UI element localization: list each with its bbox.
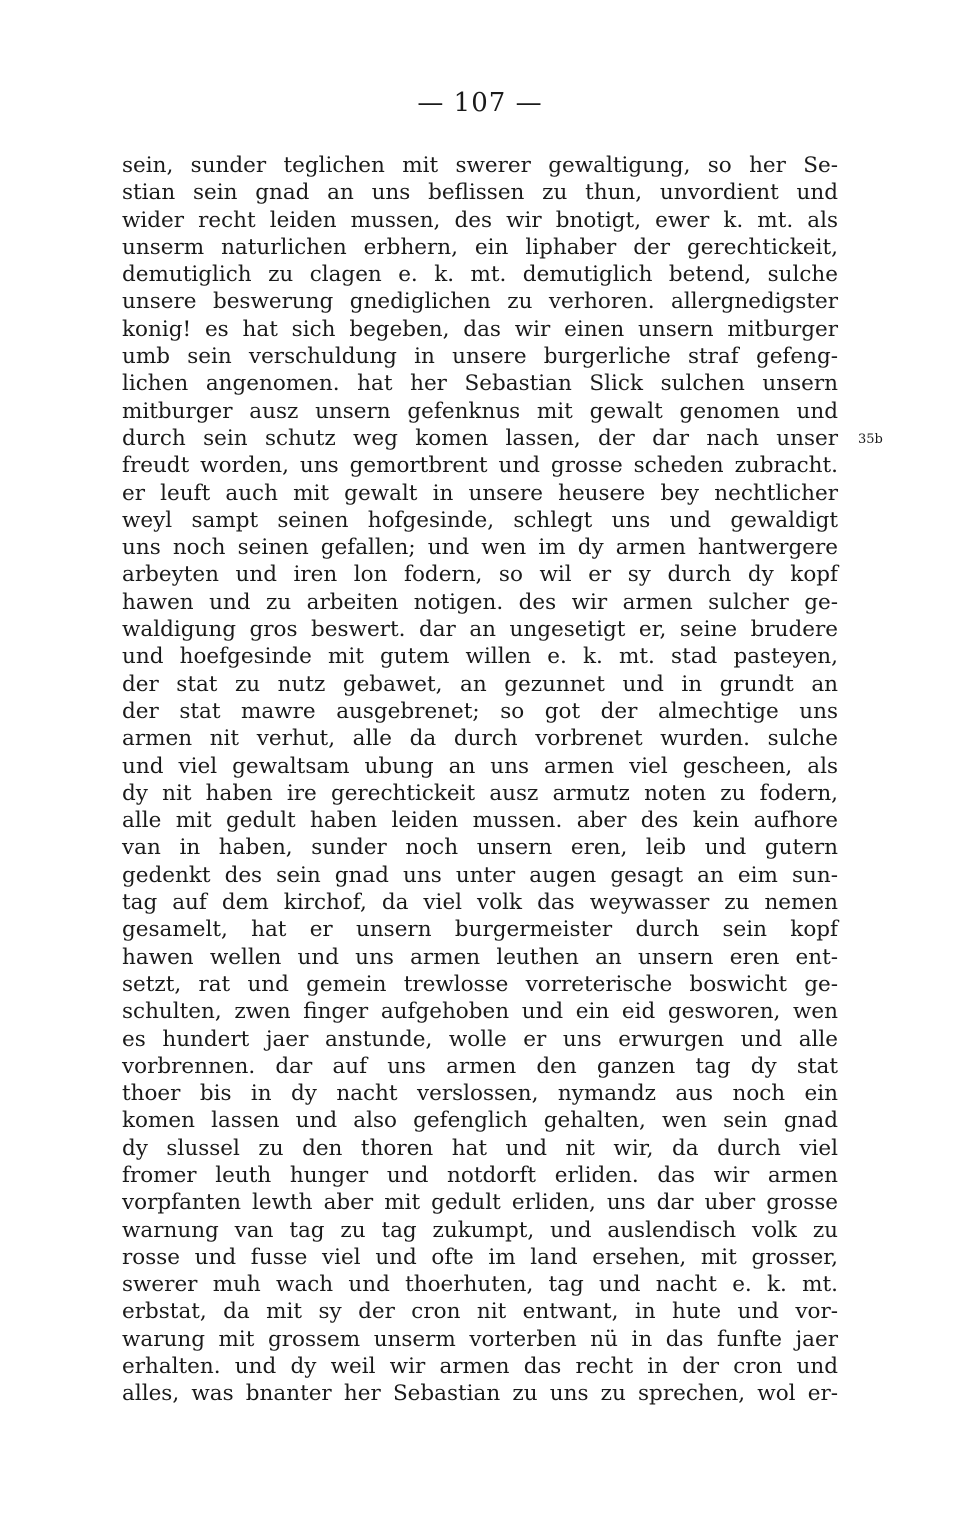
text-line: uns noch seinen gefallen; und wen im dy armen hantwergere: [122, 535, 838, 561]
text-line: der stat zu nutz gebawet, an gezunnet und in grundt an: [122, 671, 838, 697]
text-line: konig! es hat sich begeben, das wir einen unsern mitburger: [122, 316, 838, 342]
text-line: dy slussel zu den thoren hat und nit wir, da durch viel: [122, 1135, 838, 1161]
text-line: und hoefgesinde mit gutem willen e. k. mt. stad pasteyen,: [122, 644, 838, 670]
text-line: fromer leuth hunger und notdorft erliden. das wir armen: [122, 1162, 838, 1188]
text-line: lichen angenomen. hat her Sebastian Slick sulchen unsern: [122, 371, 838, 397]
text-line: gedenkt des sein gnad uns unter augen gesagt an eim sun-: [122, 862, 838, 888]
text-line: waldigung gros beswert. dar an ungesetigt er, seine brudere: [122, 617, 838, 643]
text-line: es hundert jaer anstunde, wolle er uns erwurgen und alle: [122, 1026, 838, 1052]
text-line: van in haben, sunder noch unsern eren, leib und gutern: [122, 835, 838, 861]
text-line: stian sein gnad an uns beflissen zu thun, unvordient und: [122, 180, 838, 206]
body-text: [122, 152, 838, 1408]
text-line: komen lassen und also gefenglich gehalten, wen sein gnad: [122, 1108, 838, 1134]
text-line: erbstat, da mit sy der cron nit entwant, in hute und vor-: [122, 1299, 838, 1325]
text-line: hawen und zu arbeiten notigen. des wir armen sulcher ge-: [122, 589, 838, 615]
text-line: gesamelt, hat er unsern burgermeister durch sein kopf: [122, 917, 838, 943]
text-line: unsere beswerung gnediglichen zu verhoren. allergnedigster: [122, 289, 838, 315]
text-line: freudt worden, uns gemortbrent und grosse scheden zubracht.: [122, 453, 838, 479]
text-line: vorbrennen. dar auf uns armen den ganzen tag dy stat: [122, 1053, 838, 1079]
text-line: warung mit grossem unserm vorterben nü in das funfte jaer: [122, 1326, 838, 1352]
text-line: vorpfanten lewth aber mit gedult erliden, uns dar uber grosse: [122, 1190, 838, 1216]
text-line: dy nit haben ire gerechtickeit ausz armutz noten zu fodern,: [122, 780, 838, 806]
text-line: tag auf dem kirchof, da viel volk das weywasser zu nemen: [122, 890, 838, 916]
text-line: demutiglich zu clagen e. k. mt. demutiglich betend, sulche: [122, 262, 838, 288]
text-line: hawen wellen und uns armen leuthen an unsern eren ent-: [122, 944, 838, 970]
text-line: warnung van tag zu tag zukumpt, und auslendisch volk zu: [122, 1217, 838, 1243]
text-line: umb sein verschuldung in unsere burgerliche straf gefeng-: [122, 344, 838, 370]
text-line: durch sein schutz weg komen lassen, der dar nach unser: [122, 425, 838, 451]
text-line: erhalten. und dy weil wir armen das recht in der cron und: [122, 1354, 838, 1380]
text-line: unserm naturlichen erbhern, ein liphaber der gerechtickeit,: [122, 234, 838, 260]
text-line: und viel gewaltsam ubung an uns armen viel gescheen, als: [122, 753, 838, 779]
text-line: setzt, rat und gemein trewlosse vorreterische boswicht ge-: [122, 971, 838, 997]
text-line: weyl sampt seinen hofgesinde, schlegt uns und gewaldigt: [122, 507, 838, 533]
margin-note: 35b: [858, 432, 883, 447]
text-line: wider recht leiden mussen, des wir bnotigt, ewer k. mt. als: [122, 207, 838, 233]
text-line: swerer muh wach und thoerhuten, tag und nacht e. k. mt.: [122, 1272, 838, 1298]
text-line: schulten, zwen finger aufgehoben und ein eid gesworen, wen: [122, 999, 838, 1025]
text-line: alles, was bnanter her Sebastian zu uns zu sprechen, wol er-: [122, 1381, 838, 1407]
text-line: sein, sunder teglichen mit swerer gewaltigung, so her Se-: [122, 153, 838, 178]
text-line: arbeyten und iren lon fodern, so wil er sy durch dy kopf: [122, 562, 838, 588]
text-line: mitburger ausz unsern gefenknus mit gewalt genomen und: [122, 398, 838, 424]
text-line: der stat mawre ausgebrenet; so got der almechtige uns: [122, 698, 838, 724]
text-line: rosse und fusse viel und ofte im land ersehen, mit grosser,: [122, 1244, 838, 1270]
text-line: thoer bis in dy nacht verslossen, nymandz aus noch ein: [122, 1081, 838, 1107]
text-line: alle mit gedult haben leiden mussen. aber des kein aufhore: [122, 808, 838, 834]
text-line: er leuft auch mit gewalt in unsere heusere bey nechtlicher: [122, 480, 838, 506]
page-number: — 107 —: [417, 88, 543, 118]
text-line: armen nit verhut, alle da durch vorbrenet wurden. sulche: [122, 726, 838, 752]
